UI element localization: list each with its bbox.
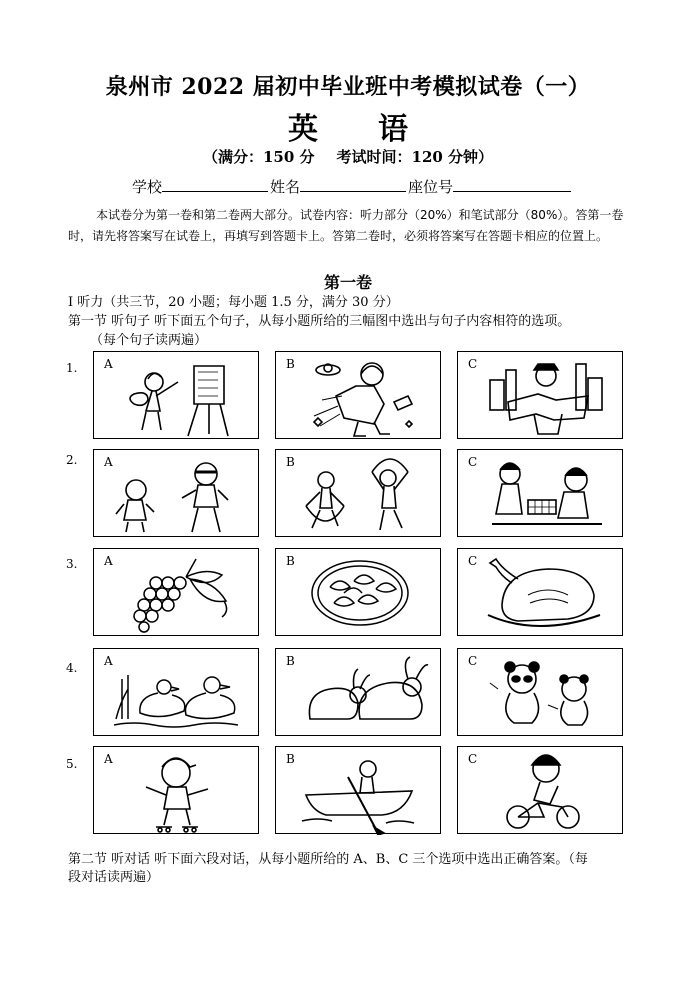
part2-instruction-line2: 段对话读两遍） bbox=[68, 870, 160, 885]
exam-meta bbox=[0, 146, 696, 167]
option-label: B bbox=[286, 554, 295, 568]
option-box[interactable] bbox=[275, 648, 441, 736]
question-number: 2. bbox=[66, 453, 78, 467]
option-label: C bbox=[468, 654, 478, 668]
option-label: A bbox=[104, 357, 113, 371]
question-number: 1. bbox=[66, 361, 78, 375]
student-info-row bbox=[132, 176, 573, 197]
volume-heading: 第一卷 bbox=[323, 273, 372, 292]
children-jumping-rope-icon bbox=[276, 450, 442, 538]
option-box[interactable] bbox=[457, 648, 623, 736]
option-box[interactable] bbox=[457, 548, 623, 636]
exam-time: 考试时间：120 分钟） bbox=[336, 148, 494, 166]
school-label: 学校 bbox=[132, 178, 163, 196]
option-box[interactable] bbox=[457, 449, 623, 537]
option-label: A bbox=[104, 455, 113, 469]
option-box[interactable] bbox=[275, 449, 441, 537]
boy-roller-skating-icon bbox=[94, 747, 260, 835]
question-number: 3. bbox=[66, 557, 78, 571]
part1-note: （每个句子读两遍） bbox=[90, 333, 208, 348]
name-blank[interactable] bbox=[300, 177, 406, 192]
pandas-icon bbox=[458, 649, 624, 737]
option-box[interactable] bbox=[457, 351, 623, 439]
option-label: A bbox=[104, 654, 113, 668]
option-label: B bbox=[286, 357, 295, 371]
subject-char-2: 语 bbox=[378, 112, 408, 147]
option-label: C bbox=[468, 752, 478, 766]
exam-title: 泉州市 2022 届初中毕业班中考模拟试卷（一） bbox=[105, 74, 591, 100]
option-label: C bbox=[468, 455, 478, 469]
boy-riding-bike-icon bbox=[458, 747, 624, 835]
option-box[interactable] bbox=[93, 351, 259, 439]
school-blank[interactable] bbox=[162, 177, 268, 192]
children-playing-chess-icon bbox=[458, 450, 624, 538]
man-reading-map-in-city-icon bbox=[458, 352, 624, 440]
ducks-icon bbox=[94, 649, 260, 737]
option-box[interactable] bbox=[275, 548, 441, 636]
option-box[interactable] bbox=[275, 746, 441, 834]
option-box[interactable] bbox=[275, 351, 441, 439]
option-label: B bbox=[286, 455, 295, 469]
seat-blank[interactable] bbox=[453, 177, 571, 192]
exam-instructions: 本试卷分为第一卷和第二卷两大部分。试卷内容：听力部分（20%）和笔试部分（80%）。答第一卷时，请先将答案写在试卷上，再填写到答题卡上。答第二卷时，必须将答案写在答题卡相应的位置上。 bbox=[68, 208, 624, 243]
option-label: C bbox=[468, 554, 478, 568]
option-label: A bbox=[104, 752, 113, 766]
option-box[interactable] bbox=[93, 648, 259, 736]
rabbits-icon bbox=[276, 649, 442, 737]
option-box[interactable] bbox=[93, 449, 259, 537]
listening-heading: I 听力（共三节，20 小题；每小题 1.5 分，满分 30 分） bbox=[68, 295, 399, 310]
option-label: C bbox=[468, 357, 478, 371]
question-number: 5. bbox=[66, 757, 78, 771]
question-number: 4. bbox=[66, 661, 78, 675]
man-rowing-boat-icon bbox=[276, 747, 442, 835]
subject-char-1: 英 bbox=[288, 112, 318, 147]
part1-instruction: 第一节 听句子 听下面五个句子，从每小题所给的三幅图中选出与句子内容相符的选项。 bbox=[68, 314, 571, 329]
full-score: （满分：150 分 bbox=[202, 148, 315, 166]
seat-label: 座位号 bbox=[408, 178, 454, 196]
dumplings-icon bbox=[276, 549, 442, 637]
name-label: 姓名 bbox=[270, 178, 301, 196]
option-box[interactable] bbox=[93, 548, 259, 636]
option-label: A bbox=[104, 554, 113, 568]
roast-chicken-icon bbox=[458, 549, 624, 637]
subject-title bbox=[0, 104, 696, 148]
grapes-icon bbox=[94, 549, 260, 637]
option-box[interactable] bbox=[93, 746, 259, 834]
option-label: B bbox=[286, 654, 295, 668]
children-playing-hide-and-seek-icon bbox=[94, 450, 260, 538]
painter-at-easel-icon bbox=[94, 352, 260, 440]
option-label: B bbox=[286, 752, 295, 766]
part2-instruction-line1: 第二节 听对话 听下面六段对话，从每小题所给的 A、B、C 三个选项中选出正确答案。（每 bbox=[68, 852, 588, 867]
astronaut-icon bbox=[276, 352, 442, 440]
option-box[interactable] bbox=[457, 746, 623, 834]
